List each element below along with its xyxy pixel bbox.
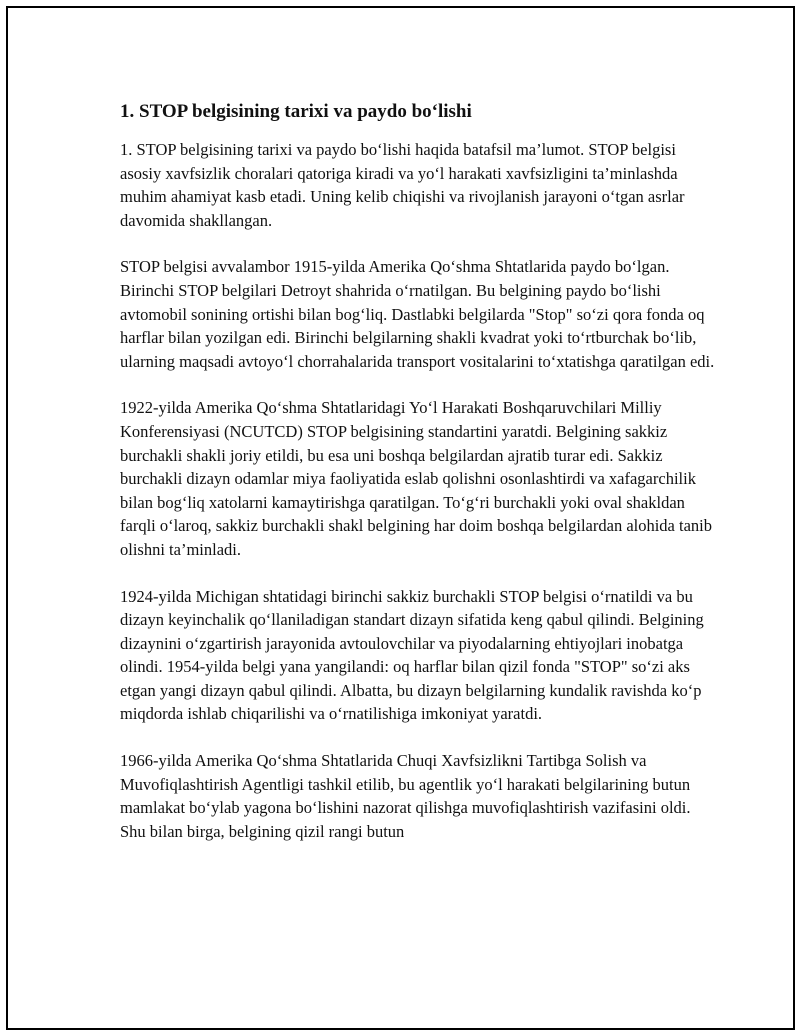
paragraph-1922: 1922-yilda Amerika Qo‘shma Shtatlaridagi Yo‘l Harakati Boshqaruvchilari Milliy Konferensiyasi (NCUTCD) STOP belgisining standartini yaratdi. Belgining sakkiz burchakli shakli joriy etildi, bu esa uni boshqa belgilardan ajratib turar edi. Sakkiz burchakli dizayn odamlar miya faoliyatida eslab qolishni osonlashtirdi va xafagarchilik bilan bog‘liq xatolarni kamaytirishga qaratilgan. To‘g‘ri burchakli yoki oval shakldan farqli o‘laroq, sakkiz burchakli shakl belgining har doim boshqa belgilardan alohida tanib olishni ta’minladi. — [120, 398, 713, 559]
section-heading: 1. STOP belgisining tarixi va paydo bo‘lishi — [120, 101, 472, 122]
document-body — [120, 98, 720, 866]
paragraph-1966: 1966-yilda Amerika Qo‘shma Shtatlarida Chuqi Xavfsizlikni Tartibga Solish va Muvofiqlashtirish Agentligi tashkil etilib, bu agentlik yo‘l harakati belgilarining butun mamlakat bo‘ylab yagona bo‘lishini nazorat qilishga muvofiqlashtirish vazifasini oldi. Shu bilan birga, belgining qizil rangi butun — [120, 751, 691, 841]
paragraph-intro: 1. STOP belgisining tarixi va paydo bo‘lishi haqida batafsil ma’lumot. STOP belgisi asosiy xavfsizlik choralari qatoriga kiradi va yo‘l harakati xavfsizligini ta’minlashda muhim ahamiyat kasb etadi. Uning kelib chiqishi va rivojlanish jarayoni o‘tgan asrlar davomida shakllangan. — [120, 140, 685, 230]
paragraph-1924: 1924-yilda Michigan shtatidagi birinchi sakkiz burchakli STOP belgisi o‘rnatildi va bu dizayn keyinchalik qo‘llaniladigan standart dizayn sifatida keng qabul qilindi. Belgining dizaynini o‘zgartirish jarayonida avtoulovchilar va piyodalarning ehtiyojlari inobatga olindi. 1954-yilda belgi yana yangilandi: oq harflar bilan qizil fonda "STOP" so‘zi aks etgan yangi dizayn qabul qilindi. Albatta, bu dizayn belgilarning kundalik ravishda ko‘p miqdorda ishlab chiqarilishi va o‘rnatilishiga imkoniyat yaratdi. — [120, 586, 704, 724]
paragraph-1915: STOP belgisi avvalambor 1915-yilda Amerika Qo‘shma Shtatlarida paydo bo‘lgan. Birinchi STOP belgilari Detroyt shahrida o‘rnatilgan. Bu belgining paydo bo‘lishi avtomobil sonining ortishi bilan bog‘liq. Dastlabki belgilarda "Stop" so‘zi qora fonda oq harflar bilan yozilgan edi. Birinchi belgilarning shakli kvadrat yoki to‘rtburchak bo‘lib, ularning maqsadi avtoyo‘l chorrahalarida transport vositalarini to‘xtatishga qaratilgan edi. — [120, 257, 715, 371]
document-page — [6, 6, 795, 1030]
